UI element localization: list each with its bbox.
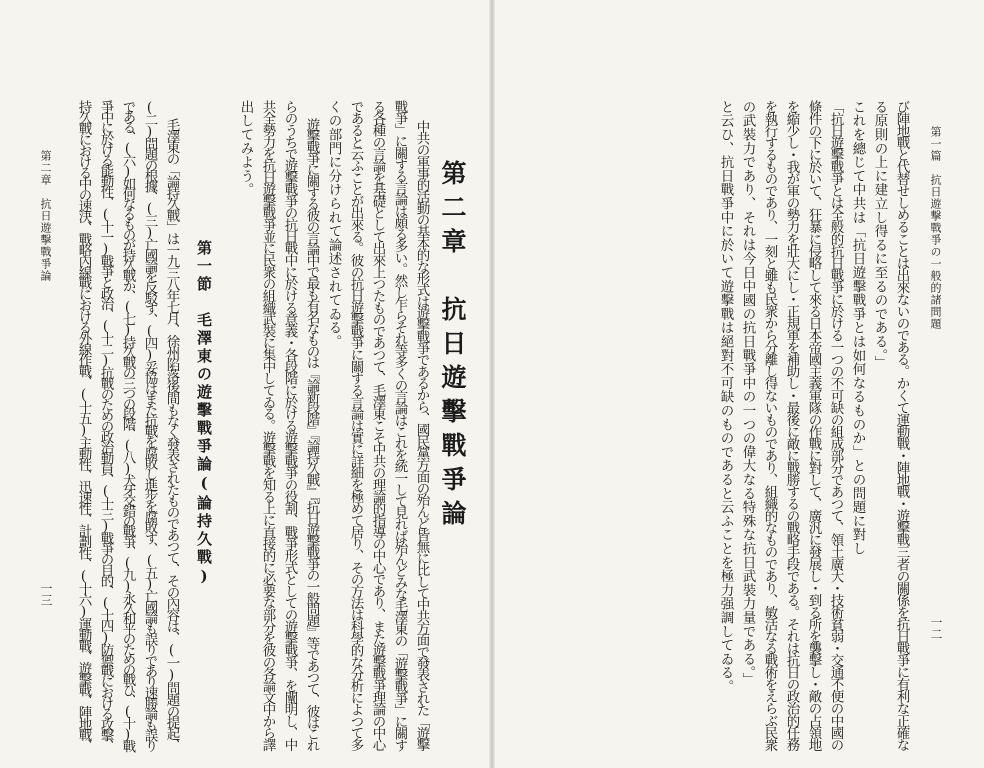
text-line: 戰爭」に關する言論は頗る多い。然し乍らそれ等多くの言論はこれを統一して見れば殆んどみな毛澤東の「遊擊戰爭」に關す [391,100,408,750]
right-page [492,0,984,768]
text-line: る各種の言論を基礎として出來上つたものであつて、毛澤東こそ中共の理論的指導の中心であり、また遊擊戰爭理論の中心 [369,100,386,751]
text-line: 持久戰における中の速決、戰略內線戰における外線作戰、(十五)主動性、迅速性、計劃性、(十六)運動戰、遊擊戰、陣地戰、 [75,100,92,750]
text-line: 毛澤東の「論持久戰」は一九三八年七月、徐州陷落後間もなく發表されたものであつて、その內容は、(一)問題の提起、 [163,118,180,751]
text-line: であると云ふことが出來る。彼の抗日遊擊戰爭に關する言論は實に詳細を極めて居り、その方法は科學的な分析によつて多 [347,100,364,751]
text-line: 中共の軍事的活動の基本的な形式は遊擊戰爭であるから、國民黨方面の殆んど皆無に比して中共方面で發表された「遊擊 [413,120,430,750]
text-line: の武裝力であり、それは今日中國の抗日戰爭中の一つの偉大なる特殊な抗日武裝力量である。」 [739,100,756,687]
text-line: 共全勢力を抗日遊擊戰爭並に民衆の組織武裝に集中してゐる。遊擊戰を知る上に直接的に必要な部分を彼の各論文中から譯 [259,100,276,751]
text-line: 條件の下に於いて、狂暴に侵略して來る日本帝國主義軍隊の作戰に對して、廣汎に發展し・到る所を襲擊し・敵の占領地 [805,100,822,750]
running-head: 第二章 抗日遊擊戰爭論 [39,150,52,282]
text-line: である、(六)如何なるものが持久戰か、(七)持久戰の三つの段階、(八)犬牙交錯の戰爭、(九)永久和平のための戰ひ、(十)戰 [119,100,136,750]
text-line: と云ひ、抗日戰爭中に於いて遊擊戰は絕對不可缺のものであると云ふことを極力强調してゐる。 [717,100,734,694]
running-head: 第一篇 抗日遊撃戰爭の一般的諸問題 [929,126,942,330]
section-title: 第一節 毛澤東の遊擊戰爭論(論持久戰) [195,240,213,588]
text-line: び陣地戰と代替せしめることは出來ないのである。かくて運動戰・陣地戰・遊擊戰三者の關係を抗日戰爭に有利な正確な [893,100,910,750]
text-line: 爭中に於ける能動性、(十一)戰爭と政治、(十二)抗戰のための政治動員、(十三)戰爭の目的、(十四)防禦戰における攻擊、 [97,100,114,750]
page-number: 一二 [929,616,943,640]
text-line: (二)問題の根據、(三)亡國論を反駁す、(四)妥協はまた抗戰を腐敗し進步を腐敗す、(五)亡國論も誤りであり速勝論も誤り [141,100,158,750]
text-line: くの部門に分けられて論述されてゐる。 [325,100,342,349]
text-line: らのうちで遊擊戰爭の抗日戰中に於ける意義・各段階に於ける遊擊戰爭の役割、戰爭形式としての遊擊戰爭、を闡明し、中 [281,100,298,751]
text-line: 遊擊戰爭に關する彼の言論中で最も有名なものは『論新段階』『論持久戰』『抗日遊擊戰爭の一般問題』等であつて、彼はこれ [303,118,320,750]
text-line: これを總じて中共は「抗日遊擊戰爭とは如何なるものか」との問題に對し [849,100,866,556]
chapter-title: 第二章 抗日遊擊戰爭論 [438,160,467,534]
text-line: る原則の上に建立し得るに至るのである。」 [871,100,888,370]
page-number: 一三 [39,582,53,606]
text-line: 「抗日遊擊戰爭とは全般的抗日戰爭に於ける一つの不可缺の組成部分であつて、領土廣大・技術貧弱・交通不便の中國の [827,100,844,750]
text-line: を執行するものであり、一刻と雖も民衆から分離し得ないものであり、組織的なものであり、敏活なる戰術をえらぶ民衆 [761,100,778,750]
text-line: を縮少し・我が軍の勢力を壯大にし・正規軍を補助し・最後に敵に戰勝するの戰略手段である。それは抗日の政治的任務 [783,100,800,750]
text-line: 出してみよう。 [237,100,254,197]
